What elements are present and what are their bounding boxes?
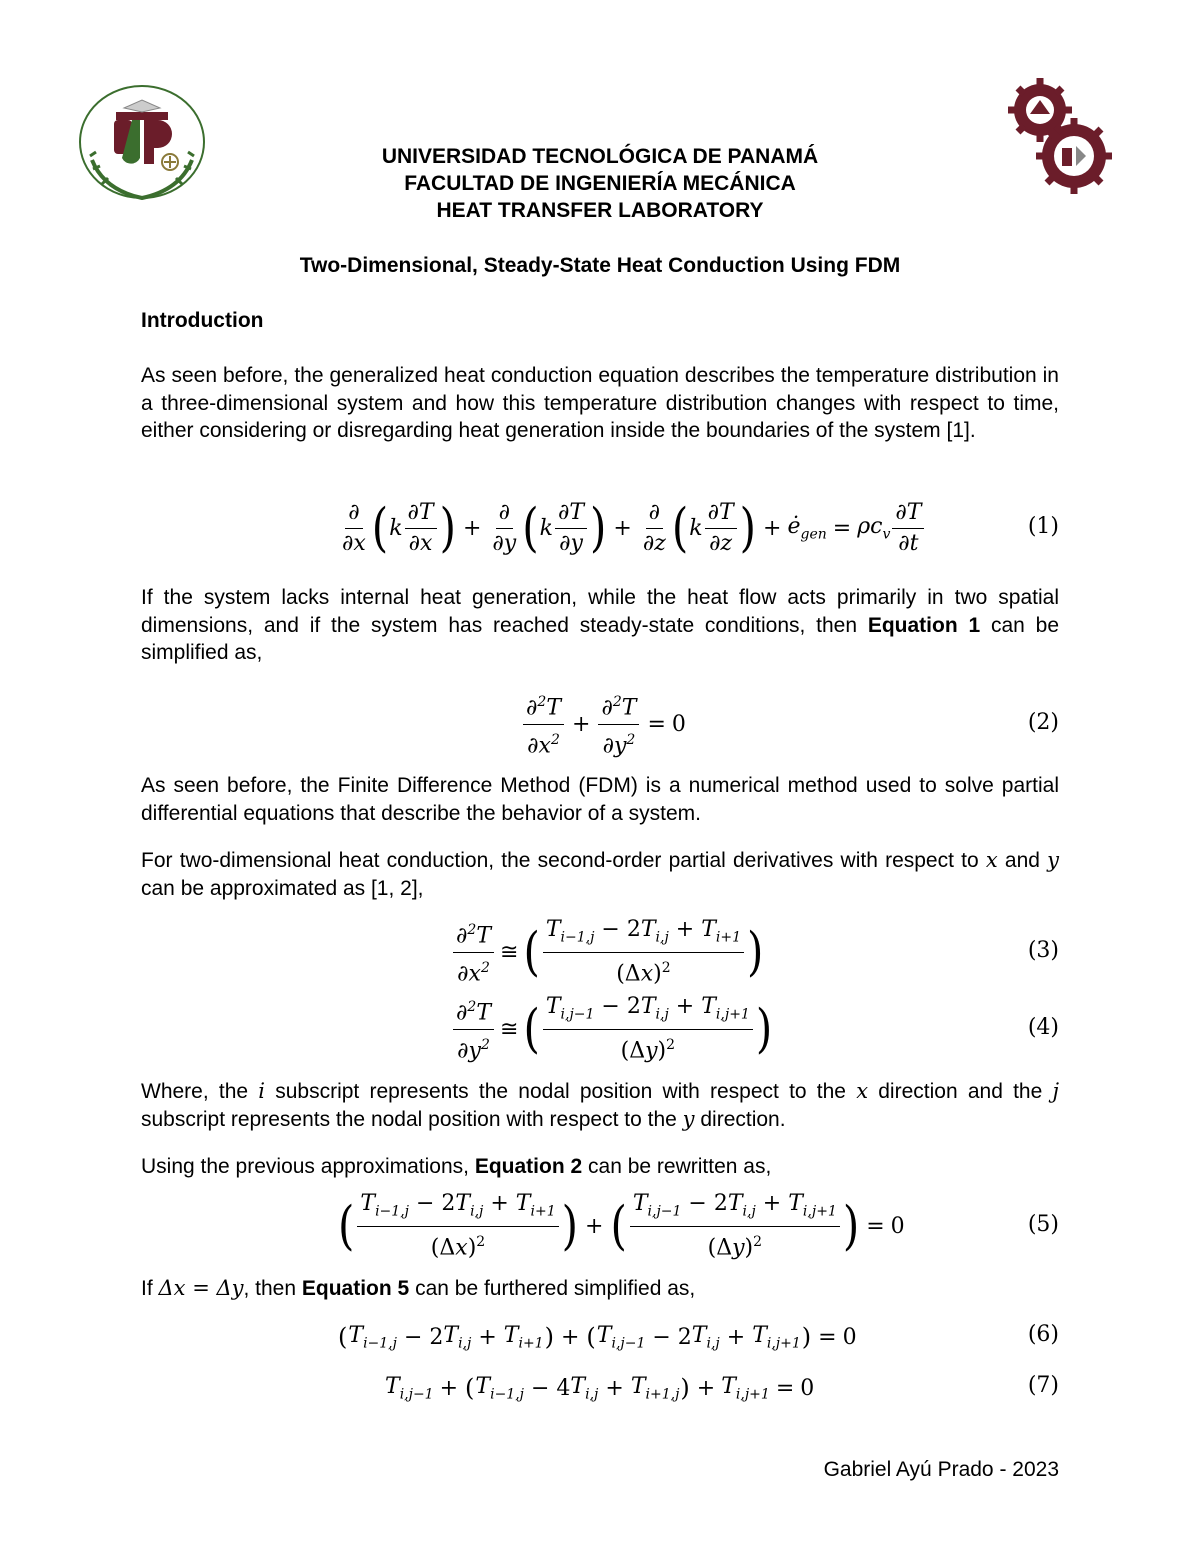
equation-number: (4) <box>1027 1015 1059 1040</box>
intro-paragraph: As seen before, the generalized heat conduction equation describes the temperature distribution in a three-dimensional system and how this temperature distribution changes with respect to time, either considering or disregarding heat generation inside the boundaries of the system [1]. <box>141 364 1059 442</box>
footer-author: Gabriel Ayú Prado - 2023 <box>823 1458 1059 1481</box>
section-heading: Introduction <box>141 309 264 332</box>
simplification-paragraph: If the system lacks internal heat generation, while the heat flow acts primarily in two spatial dimensions, and if the system has reached steady-state conditions, then Equation 1 can be simplified as, <box>141 586 1060 664</box>
equation-number: (6) <box>1027 1322 1059 1347</box>
equation-2: $\frac{\partial^2T}{\partial x^2}$ + $\frac{\partial^2T}{\partial y^2}$ = 0 (2) <box>141 694 1059 754</box>
equation-4: $\frac{\partial^2T}{\partial y^2}$ ≅ ( $\frac{T_{i,j-1} - 2T_{i,j} + T_{i,j+1}}{(\Delta y)^2}$ ) (4) <box>141 999 1059 1059</box>
equation-number: (7) <box>1027 1373 1059 1398</box>
equation-number: (5) <box>1027 1212 1059 1237</box>
equation-7: $T_{i,j-1}$ + ( $T_{i-1,j}$ − 4 $T_{i,j}$ + $T_{i+1,j}$ ) + $T_{i,j+1}$ = 0 (7) <box>385 1373 1059 1403</box>
university-name: UNIVERSIDAD TECNOLÓGICA DE PANAMÁ <box>381 145 819 168</box>
laboratory-name: HEAT TRANSFER LABORATORY <box>436 199 764 222</box>
equation-number: (1) <box>1027 514 1059 539</box>
equation-3: $\frac{\partial^2T}{\partial x^2}$ ≅ ( $\frac{T_{i-1,j} - 2T_{i,j} + T_{i+1}}{(\Delta x)^2}$ ) (3) <box>141 922 1059 982</box>
fdm-paragraph: As seen before, the Finite Difference Method (FDM) is a numerical method used to solve partial differential equations that describe the behavior of a system. <box>141 774 1059 825</box>
approximation-paragraph: For two-dimensional heat conduction, the second-order partial derivatives with respect to x and y can be approximated as [1, 2], <box>141 848 1059 900</box>
equation-5: ( $\frac{T_{i-1,j} - 2T_{i,j} + T_{i+1}}{(\Delta x)^2}$ ) + ( $\frac{T_{i,j-1} - 2T_{i,j} + T_{i,j+1}}{(\Delta y)^2}$ ) = 0 (5) <box>338 1190 1059 1261</box>
equation-1: $\frac{\partial}{\partial x}$ ( k $\frac{\partial T}{\partial x}$ ) + $\frac{\partial}{\partial y}$ ( k $\frac{\partial T}{\partial y}$ ) + $\frac{\partial}{\partial z}$ ( k $\frac{\partial T}{\partial z}$ ) + $ė_{gen}$ = $\rho c_v$ $\frac{\partial T}{\partial t}$ (1) <box>342 496 1059 558</box>
equation-number: (3) <box>1027 938 1059 963</box>
rewrite-paragraph: Using the previous approximations, Equation 2 can be rewritten as, <box>141 1155 772 1178</box>
faculty-name: FACULTAD DE INGENIERÍA MECÁNICA <box>404 172 796 195</box>
equation-number: (2) <box>1027 710 1059 735</box>
document-title: Two-Dimensional, Steady-State Heat Conduction Using FDM <box>299 254 901 277</box>
equation-6: ( $T_{i-1,j}$ − 2 $T_{i,j}$ + $T_{i+1}$ ) + ( $T_{i,j-1}$ − 2 $T_{i,j}$ + $T_{i,j+1}$ ) = 0 (6) <box>338 1322 1059 1352</box>
subscript-paragraph: Where, the i subscript represents the nodal position with respect to the x direction and the j subscript represents the nodal position with respect to the y direction. <box>141 1079 1059 1131</box>
equal-spacing-paragraph: If Δx = Δy, then Equation 5 can be furthered simplified as, <box>141 1276 696 1300</box>
